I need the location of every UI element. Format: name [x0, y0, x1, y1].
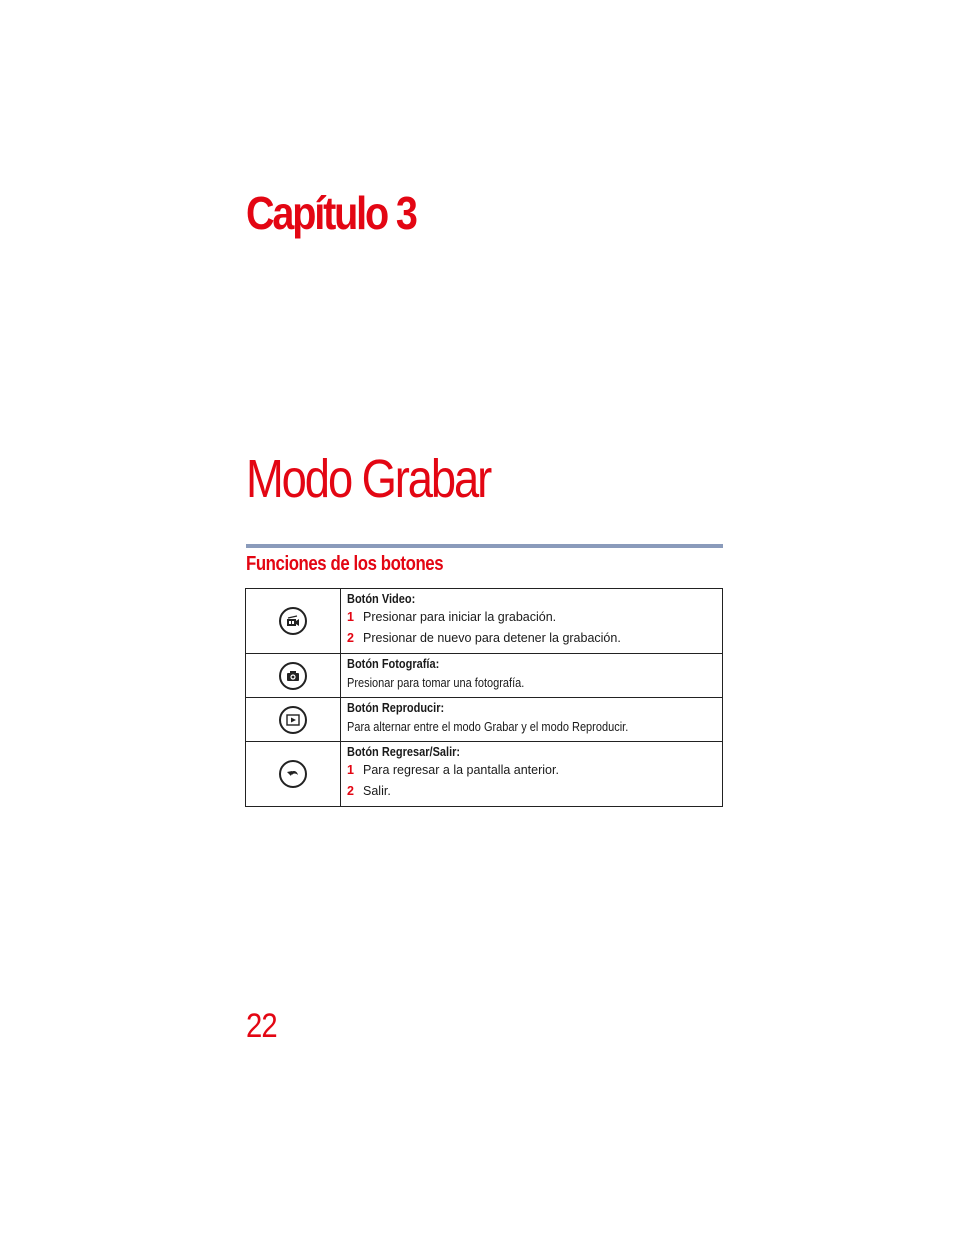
video-icon: [279, 607, 307, 635]
table-row: [246, 589, 723, 654]
chapter-heading: Capítulo 3: [246, 187, 416, 239]
step-number: 2: [347, 631, 354, 645]
table-row: [246, 654, 723, 698]
page-number: 22: [246, 1007, 277, 1045]
table-row: [246, 742, 723, 807]
section-heading: Funciones de los botones: [246, 553, 444, 575]
row-title: Botón Reproducir:: [347, 701, 445, 715]
icon-cell: [246, 589, 341, 654]
step-number: 1: [347, 610, 354, 624]
step: [347, 781, 716, 802]
table-row: [246, 698, 723, 742]
button-functions-table: [245, 588, 723, 807]
step-text: Presionar para iniciar la grabación.: [363, 610, 557, 624]
row-title: Botón Video:: [347, 592, 416, 606]
step-text: Presionar de nuevo para detener la grabación.: [363, 631, 621, 645]
icon-cell: [246, 742, 341, 807]
description-cell: [341, 742, 723, 807]
row-text: Para alternar entre el modo Grabar y el modo Reproducir.: [347, 720, 629, 734]
step-text: Salir.: [363, 784, 391, 798]
row-title: Botón Fotografía:: [347, 657, 440, 671]
section-divider: [246, 544, 723, 548]
row-title: Botón Regresar/Salir:: [347, 745, 461, 759]
step: [347, 760, 716, 781]
play-icon: [279, 706, 307, 734]
page-title: Modo Grabar: [246, 449, 491, 509]
description-cell: [341, 698, 723, 742]
camera-icon: [279, 662, 307, 690]
step-number: 1: [347, 763, 354, 777]
step-number: 2: [347, 784, 354, 798]
step-text: Para regresar a la pantalla anterior.: [363, 763, 559, 777]
row-text: Presionar para tomar una fotografía.: [347, 676, 525, 690]
step: [347, 607, 716, 628]
icon-cell: [246, 698, 341, 742]
back-icon: [279, 760, 307, 788]
description-cell: [341, 654, 723, 698]
step: [347, 628, 716, 649]
icon-cell: [246, 654, 341, 698]
description-cell: [341, 589, 723, 654]
